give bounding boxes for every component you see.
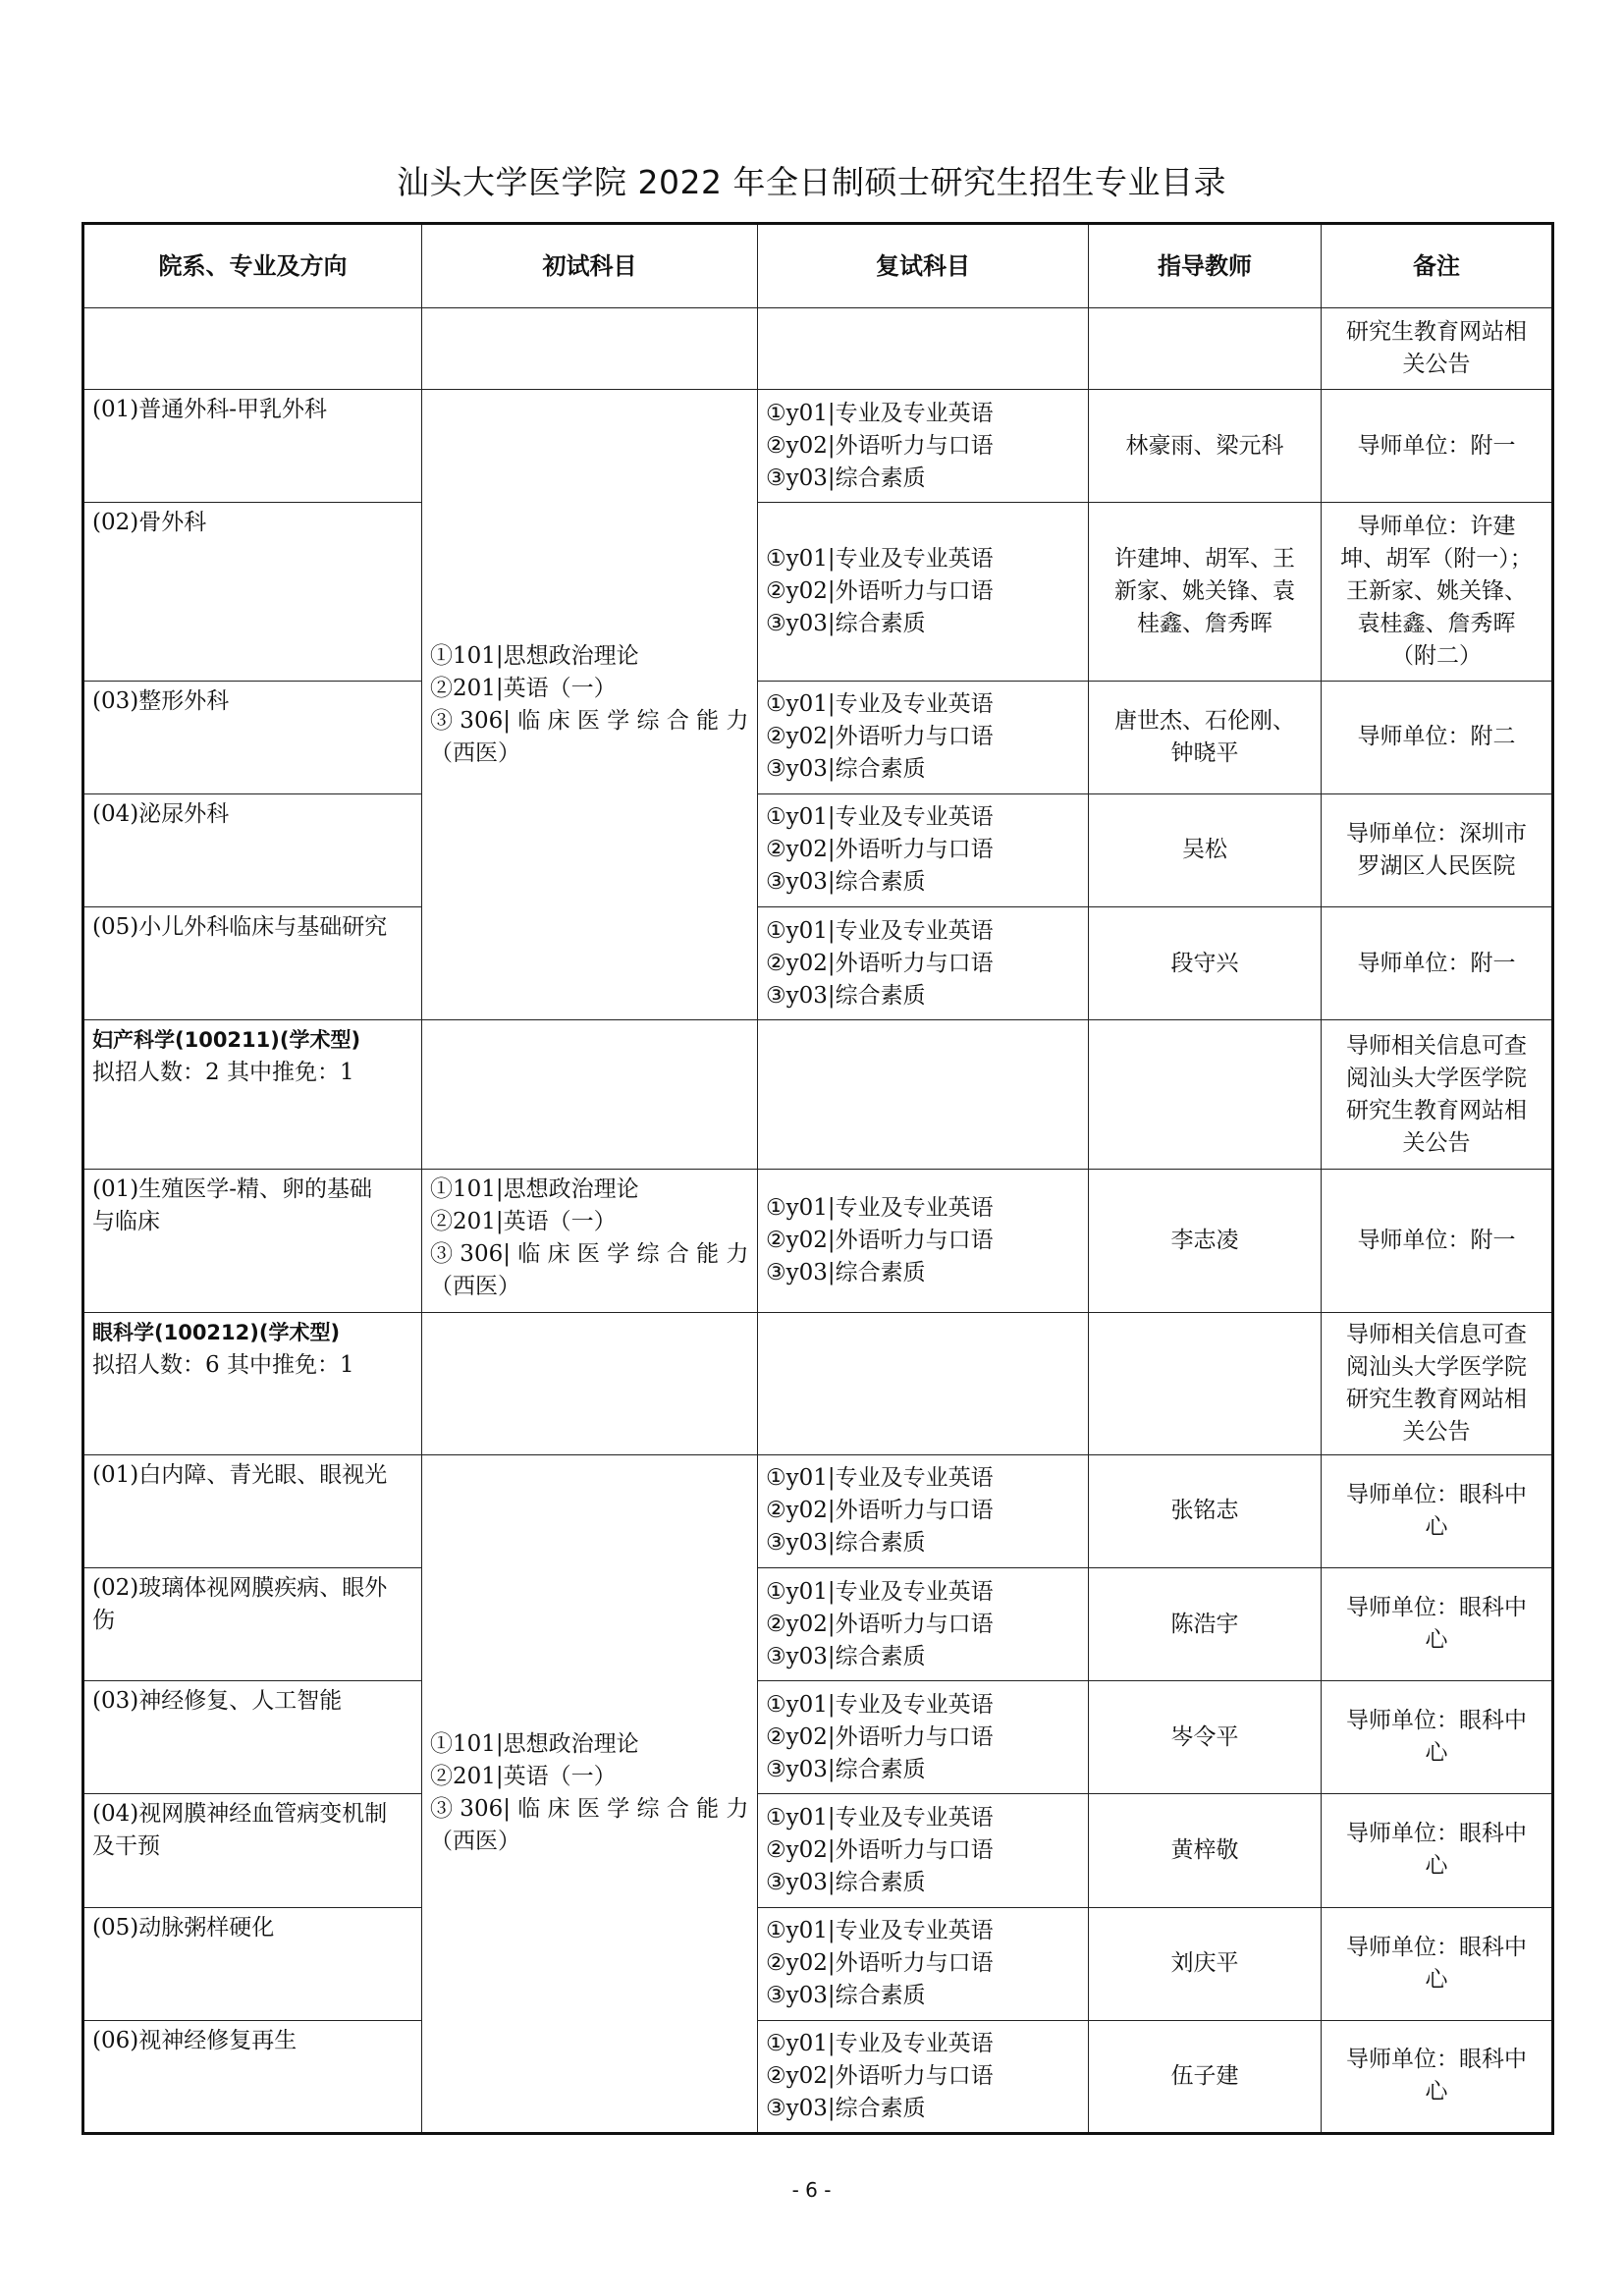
advisor-cell: 许建坤、胡军、王 新家、姚关锋、袁 桂鑫、詹秀晖	[1089, 503, 1322, 681]
note-cell: 导师单位：眼科中 心	[1322, 2020, 1553, 2133]
table-row	[83, 390, 1553, 503]
note-cell: 导师单位：附一	[1322, 907, 1553, 1020]
table-row	[83, 1907, 1553, 2020]
advisor-cell: 林豪雨、梁元科	[1089, 390, 1322, 503]
advisor-cell: 伍子建	[1089, 2020, 1322, 2133]
note-cell: 导师单位：眼科中 心	[1322, 1454, 1553, 1567]
retest-cell: ①y01|专业及专业英语 ②y02|外语听力与口语 ③y03|综合素质	[758, 503, 1089, 681]
advisor-cell: 张铭志	[1089, 1454, 1322, 1567]
major-name: 妇产科学(100211)(学术型)	[92, 1028, 361, 1053]
direction-cell: (01)生殖医学-精、卵的基础 与临床	[83, 1170, 422, 1312]
retest-cell: ①y01|专业及专业英语 ②y02|外语听力与口语 ③y03|综合素质	[758, 390, 1089, 503]
table-row	[83, 681, 1553, 793]
note-cell: 导师单位：深圳市 罗湖区人民医院	[1322, 793, 1553, 906]
advisor-cell: 黄梓敬	[1089, 1794, 1322, 1907]
advisor-cell: 唐世杰、石伦刚、 钟晓平	[1089, 681, 1322, 793]
major-cell	[83, 1020, 422, 1170]
page-title: 汕头大学医学院 2022 年全日制硕士研究生招生专业目录	[397, 163, 1226, 201]
major-row-ophthalmology	[83, 1312, 1553, 1454]
header-retest: 复试科目	[758, 224, 1089, 308]
advisor-cell: 吴松	[1089, 793, 1322, 906]
initial-exam-cell: ①101|思想政治理论 ②201|英语（一） ③ 306| 临 床 医 学 综 合 能 力 （西医）	[422, 390, 758, 1020]
advisor-cell: 刘庆平	[1089, 1907, 1322, 2020]
table-row	[83, 503, 1553, 681]
table-row	[83, 2020, 1553, 2133]
table-row	[83, 1681, 1553, 1794]
header-advisor: 指导教师	[1089, 224, 1322, 308]
direction-cell: (04)视网膜神经血管病变机制 及干预	[83, 1794, 422, 1907]
direction-cell: (04)泌尿外科	[83, 793, 422, 906]
retest-cell: ①y01|专业及专业英语 ②y02|外语听力与口语 ③y03|综合素质	[758, 2020, 1089, 2133]
direction-cell: (03)神经修复、人工智能	[83, 1681, 422, 1794]
advisor-cell: 段守兴	[1089, 907, 1322, 1020]
note-cell: 导师单位：眼科中 心	[1322, 1794, 1553, 1907]
header-initial-exam: 初试科目	[422, 224, 758, 308]
header-row	[83, 224, 1553, 308]
table-row	[83, 1568, 1553, 1681]
table-row	[83, 1454, 1553, 1567]
major-name: 眼科学(100212)(学术型)	[92, 1320, 341, 1344]
advisor-cell: 陈浩宇	[1089, 1568, 1322, 1681]
continuation-row	[83, 308, 1553, 390]
direction-cell: (02)玻璃体视网膜疾病、眼外 伤	[83, 1568, 422, 1681]
advisor-cell: 岑令平	[1089, 1681, 1322, 1794]
initial-exam-cell: ①101|思想政治理论 ②201|英语（一） ③ 306| 临 床 医 学 综 合 能 力 （西医）	[422, 1454, 758, 2133]
advisor-cell: 李志凌	[1089, 1170, 1322, 1312]
note-cell: 导师单位：许建 坤、胡军（附一）； 王新家、姚关锋、 袁桂鑫、詹秀晖 （附二）	[1322, 503, 1553, 681]
catalog-table	[81, 222, 1554, 2135]
major-quota: 拟招人数：2 其中推免：1	[92, 1060, 354, 1086]
header-note: 备注	[1322, 224, 1553, 308]
note-cell: 导师单位：眼科中 心	[1322, 1681, 1553, 1794]
retest-cell: ①y01|专业及专业英语 ②y02|外语听力与口语 ③y03|综合素质	[758, 681, 1089, 793]
note-cell: 导师相关信息可查 阅汕头大学医学院 研究生教育网站相 关公告	[1322, 1020, 1553, 1170]
direction-cell: (02)骨外科	[83, 503, 422, 681]
note-cell: 导师单位：附二	[1322, 681, 1553, 793]
note-cell: 导师单位：眼科中 心	[1322, 1568, 1553, 1681]
note-cell: 研究生教育网站相 关公告	[1322, 308, 1553, 390]
note-cell: 导师相关信息可查 阅汕头大学医学院 研究生教育网站相 关公告	[1322, 1312, 1553, 1454]
retest-cell: ①y01|专业及专业英语 ②y02|外语听力与口语 ③y03|综合素质	[758, 793, 1089, 906]
major-quota: 拟招人数：6 其中推免：1	[92, 1351, 354, 1378]
major-row-obgyn	[83, 1020, 1553, 1170]
retest-cell: ①y01|专业及专业英语 ②y02|外语听力与口语 ③y03|综合素质	[758, 1454, 1089, 1567]
direction-cell: (06)视神经修复再生	[83, 2020, 422, 2133]
retest-cell: ①y01|专业及专业英语 ②y02|外语听力与口语 ③y03|综合素质	[758, 1568, 1089, 1681]
direction-cell: (05)小儿外科临床与基础研究	[83, 907, 422, 1020]
header-direction: 院系、专业及方向	[83, 224, 422, 308]
retest-cell: ①y01|专业及专业英语 ②y02|外语听力与口语 ③y03|综合素质	[758, 1681, 1089, 1794]
direction-cell: (01)普通外科-甲乳外科	[83, 390, 422, 503]
note-cell: 导师单位：眼科中 心	[1322, 1907, 1553, 2020]
direction-cell: (01)白内障、青光眼、眼视光	[83, 1454, 422, 1567]
table-row	[83, 793, 1553, 906]
note-cell: 导师单位：附一	[1322, 390, 1553, 503]
note-cell: 导师单位：附一	[1322, 1170, 1553, 1312]
page-number: - 6 -	[791, 2178, 832, 2202]
retest-cell: ①y01|专业及专业英语 ②y02|外语听力与口语 ③y03|综合素质	[758, 1170, 1089, 1312]
table-row	[83, 907, 1553, 1020]
direction-cell: (05)动脉粥样硬化	[83, 1907, 422, 2020]
table-row	[83, 1170, 1553, 1312]
direction-cell: (03)整形外科	[83, 681, 422, 793]
major-cell	[83, 1312, 422, 1454]
retest-cell: ①y01|专业及专业英语 ②y02|外语听力与口语 ③y03|综合素质	[758, 907, 1089, 1020]
initial-exam-cell: ①101|思想政治理论 ②201|英语（一） ③ 306| 临 床 医 学 综 合 能 力 （西医）	[422, 1170, 758, 1312]
retest-cell: ①y01|专业及专业英语 ②y02|外语听力与口语 ③y03|综合素质	[758, 1907, 1089, 2020]
retest-cell: ①y01|专业及专业英语 ②y02|外语听力与口语 ③y03|综合素质	[758, 1794, 1089, 1907]
table-row	[83, 1794, 1553, 1907]
